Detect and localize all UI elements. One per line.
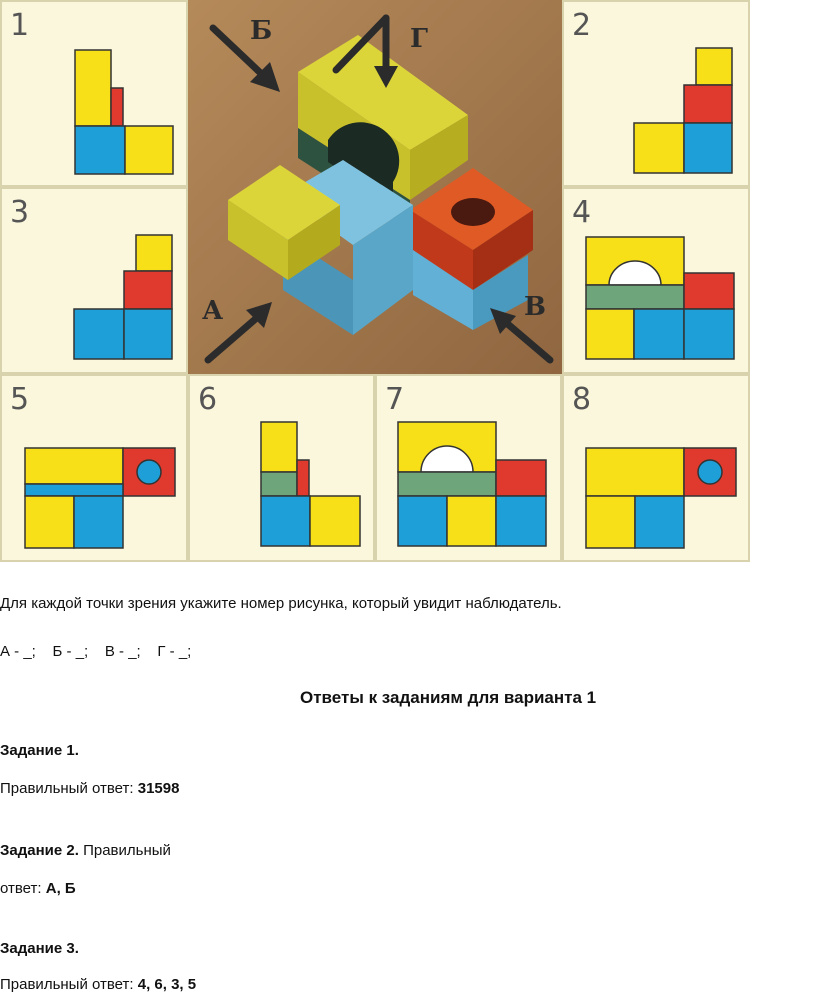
figure-number: 7 [385, 382, 405, 417]
answer-value: А, Б [45, 880, 76, 897]
figure-6-drawing [190, 376, 377, 564]
task1-title: Задание 1. [0, 742, 79, 759]
figure-number: 4 [572, 195, 592, 230]
figure-1-drawing [2, 2, 190, 189]
blocks-photo [188, 0, 562, 374]
figure-8-drawing [564, 376, 752, 564]
task-instruction: Для каждой точки зрения укажите номер рисунка, который увидит наблюдатель. [0, 595, 562, 612]
figure-3-drawing [2, 189, 190, 376]
figure-2 [562, 0, 750, 187]
figure-7 [375, 374, 562, 562]
task3-title: Задание 3. [0, 940, 79, 957]
task1-answer [0, 780, 179, 797]
answer-prefix: ответ: [0, 880, 46, 897]
figure-8 [562, 374, 750, 562]
figure-number: 2 [572, 8, 592, 43]
figure-2-drawing [564, 2, 752, 189]
figure-number: 3 [10, 195, 30, 230]
task2-title: Задание 2. [0, 842, 79, 859]
figure-6 [188, 374, 375, 562]
figure-3 [0, 187, 188, 374]
task3-answer [0, 976, 196, 993]
answer-value: 4, 6, 3, 5 [137, 976, 197, 993]
figure-5 [0, 374, 188, 562]
task2-after-title: Правильный [78, 842, 171, 859]
figure-number: 6 [198, 382, 218, 417]
answer-prefix: Правильный ответ: [0, 780, 138, 797]
blocks-drawing [188, 0, 562, 374]
answer-value: 31598 [137, 780, 180, 797]
figure-number: 8 [572, 382, 592, 417]
answer-prefix: Правильный ответ: [0, 976, 138, 993]
task2-answer [0, 880, 76, 897]
figure-4 [562, 187, 750, 374]
viewpoint-label-a: А [202, 296, 224, 326]
viewpoint-label-g: Г [410, 24, 428, 54]
answer-blank-line: А - _; Б - _; В - _; Г - _; [0, 643, 192, 660]
task2-title-line [0, 842, 171, 859]
figure-number: 5 [10, 382, 30, 417]
viewpoint-label-v: В [524, 292, 546, 322]
figure-5-drawing [2, 376, 190, 564]
figure-7-drawing [377, 376, 564, 564]
answers-heading: Ответы к заданиям для варианта 1 [300, 688, 597, 707]
figure-1 [0, 0, 188, 187]
figure-4-drawing [564, 189, 752, 376]
viewpoint-label-b: Б [250, 16, 273, 46]
figure-number: 1 [10, 8, 30, 43]
